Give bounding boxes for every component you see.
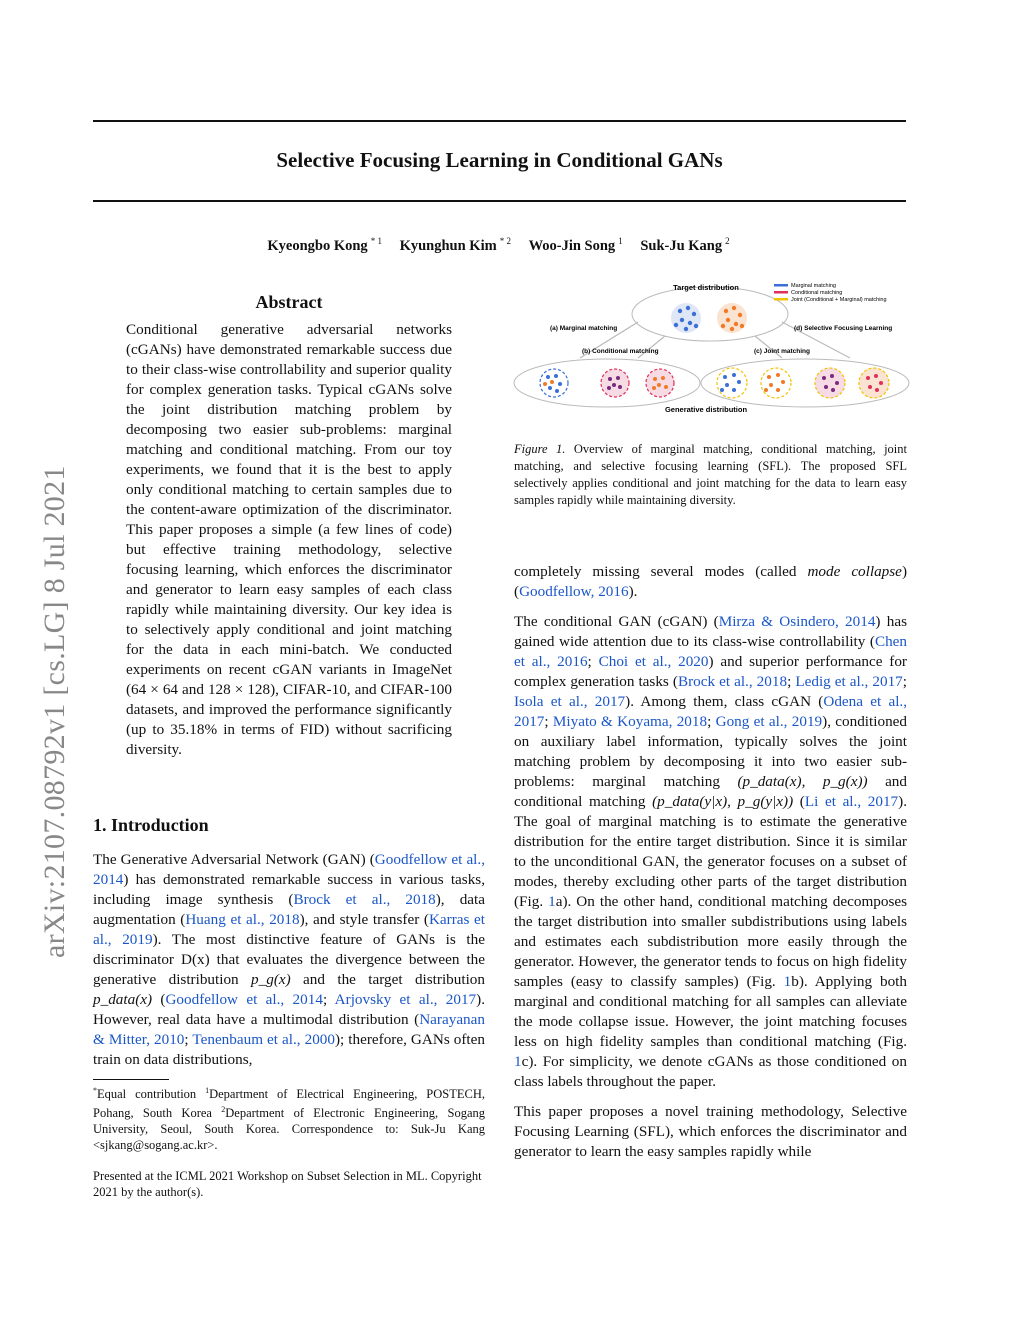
marginal-orange-dots — [543, 380, 554, 386]
target-distribution-ellipse — [632, 287, 788, 341]
figure-reference-link[interactable]: 1 — [514, 1053, 522, 1070]
sfl-ring-2 — [859, 368, 889, 398]
legend-joint: Joint (Conditional + Marginal) matching — [791, 297, 887, 303]
conditional-ring-2 — [646, 369, 674, 397]
citation-link[interactable]: Huang et al., 2018 — [185, 911, 300, 928]
author-2: Kyunghun Kim $^{* 2}$ — [399, 236, 511, 254]
citation-link[interactable]: Goodfellow et al., 2014 — [93, 851, 485, 888]
generative-distribution-label: Generative distribution — [664, 405, 748, 414]
label-d: (d) Selective Focusing Learning — [794, 325, 893, 332]
math-conditional: (p_data(y|x), p_g(y|x)) — [652, 793, 794, 810]
math-pg: p_g(x) — [251, 971, 291, 988]
right-column-text — [514, 562, 907, 1172]
citation-link[interactable]: Narayanan & Mitter, 2010 — [93, 1011, 485, 1048]
citation-link[interactable]: Chen et al., 2016 — [514, 633, 907, 670]
label-b: (b) Conditional matching — [582, 348, 659, 355]
legend-swatch-marginal — [774, 284, 788, 287]
citation-link[interactable]: Miyato & Koyama, 2018 — [552, 713, 708, 730]
citation-link[interactable]: Li et al., 2017 — [804, 793, 899, 810]
paragraph-cgan: The conditional GAN (cGAN) (Mirza & Osindero, 2014) has gained wide attention due to its class-wise controllability (Chen et al., 2016; Choi et al., 2020) and superior performance for complex generation tasks (Brock et al., 2018; Ledig et al., 2017; Isola et al., 2017). Among them, class cGAN (Odena et al., 2017; Miyato & Koyama, 2018; Gong et al., 2019), conditioned on auxiliary label information, typically solves the joint matching problem by decomposing it into two easier sub-problems: marginal matching (p_data(x), p_g(x)) and conditional matching (p_data(y|x), p_g(y|x)) (Li et al., 2017). The goal of marginal matching is to estimate the generative distribution for the entire target distribution. Since it is similar to the unconditional GAN, the generator focuses on a subset of modes, thereby excluding other parts of the target distribution (Fig. 1a). On the other hand, conditional matching decomposes the target distribution into smaller subdistributions using labels and estimates each subdistribution more easily through the generator. However, the generator tends to focus on high fidelity samples (easy to classify samples) (Fig. 1b). Applying both marginal and conditional matching for all samples can alleviate the mode collapse issue. However, the joint matching focuses less on high fidelity samples than conditional matching (Fig. 1c). For simplicity, we denote cGANs as those conditioned on class labels throughout the paper. — [514, 613, 908, 1090]
citation-link[interactable]: Tenenbaum et al., 2000 — [192, 1031, 335, 1048]
footnote-rule — [93, 1079, 169, 1080]
abstract-text: Conditional generative adversarial networks (cGANs) have demonstrated remarkable success due to their class-wise controllability and superior quality for complex generation tasks. Typical cGANs solve the joint distribution matching problem by decomposing two easier sub-problems: marginal matching and conditional matching. From our toy experiments, we found that it is the best to apply only conditional matching to certain samples due to the content-aware optimization of the discriminator. This paper proposes a simple (a few lines of code) but effective training methodology, selective focusing learning, which enforces the discriminator and generator to learn easy samples of each class rapidly while maintaining diversity. Our key idea is to selectively apply conditional and joint matching for the data in each mini-batch. We conducted experiments on recent cGAN variants in ImageNet (64 × 64 and 128 × 128), CIFAR-10, and CIFAR-100 datasets, and improved the performance significantly (up to 35.18% in terms of FID) without sacrificing diversity. — [126, 321, 452, 758]
figure-1-diagram — [510, 278, 910, 418]
citation-link[interactable]: Isola et al., 2017 — [514, 693, 626, 710]
figure-reference-link[interactable]: 1 — [783, 973, 792, 990]
citation-link[interactable]: Brock et al., 2018 — [677, 673, 788, 690]
arxiv-identifier: arXiv:2107.08792v1 [cs.LG] 8 Jul 2021 — [38, 465, 71, 958]
title-top-rule — [93, 120, 906, 122]
author-list — [93, 236, 906, 255]
citation-link[interactable]: Arjovsky et al., 2017 — [334, 991, 477, 1008]
introduction-paragraph: The Generative Adversarial Network (GAN) (Goodfellow et al., 2014) has demonstrated remarkable success in various tasks, including image synthesis (Brock et al., 2018), data augmentation (Huang et al., 2018), and style transfer (Karras et al., 2019). The most distinctive feature of GANs is the discriminator D(x) that evaluates the divergence between the generative distribution p_g(x) and the target distribution p_data(x) (Goodfellow et al., 2014; Arjovsky et al., 2017). However, real data have a multimodal distribution (Narayanan & Mitter, 2010; Tenenbaum et al., 2000); therefore, GANs often train on data distributions, — [93, 851, 486, 1068]
affiliation-footnote: *Equal contribution $^1$Department of Electrical Engineering, POSTECH, Pohang, South Korea $^2$Department of Electronic Engineering, Sogang University, Seoul, South Korea. Correspondence to: Suk-Ju Kang <sjkang@sogang.ac.kr>. — [93, 1086, 485, 1153]
label-a: (a) Marginal matching — [550, 325, 618, 332]
figure-1-caption: Figure 1. Overview of marginal matching, conditional matching, joint matching, and selective focusing learning (SFL). The proposed SFL selectively applies conditional and joint matching for the data to learn easy samples rapidly while maintaining diversity. — [514, 442, 907, 507]
joint-dots-2 — [764, 373, 785, 392]
sfl-ring-1 — [815, 368, 845, 398]
citation-link[interactable]: Karras et al., 2019 — [93, 911, 486, 948]
target-distribution-label: Target distribution — [673, 283, 739, 292]
author-1: Kyeongbo Kong $^{* 1}$ — [267, 236, 382, 254]
author-3: Woo-Jin Song $^1$ — [528, 236, 623, 254]
venue-note: Presented at the ICML 2021 Workshop on Subset Selection in ML. Copyright 2021 by the author(s). — [93, 1169, 482, 1199]
joint-ring-2 — [761, 368, 791, 398]
citation-link[interactable]: Choi et al., 2020 — [598, 653, 709, 670]
math-marginal: (p_data(x), p_g(x)) — [737, 773, 868, 790]
paragraph-sfl: This paper proposes a novel training methodology, Selective Focusing Learning (SFL), which enforces the discriminator and generator to learn the easy samples rapidly while — [514, 1103, 907, 1160]
figure-reference-link[interactable]: 1 — [548, 893, 556, 910]
paragraph-mode-collapse: completely missing several modes (called mode collapse) (Goodfellow, 2016). — [514, 563, 907, 600]
citation-link[interactable]: Mirza & Osindero, 2014 — [718, 613, 876, 630]
author-4: Suk-Ju Kang $^2$ — [640, 236, 730, 254]
figure-legend — [774, 283, 887, 303]
title-bottom-rule — [93, 200, 906, 202]
legend-swatch-conditional — [774, 291, 788, 294]
joint-dots-1 — [720, 373, 741, 392]
citation-link[interactable]: Brock et al., 2018 — [293, 891, 436, 908]
introduction-heading: 1. Introduction — [93, 815, 209, 835]
citation-link[interactable]: Gong et al., 2019 — [715, 713, 823, 730]
marginal-dots — [546, 374, 562, 393]
joint-ring-1 — [717, 368, 747, 398]
legend-marginal: Marginal matching — [791, 283, 836, 289]
legend-conditional: Conditional matching — [791, 290, 843, 296]
citation-link[interactable]: Odena et al., 2017 — [514, 693, 908, 730]
label-c: (c) Joint matching — [754, 348, 810, 355]
legend-swatch-joint — [774, 298, 788, 301]
abstract-heading: Abstract — [255, 292, 323, 312]
citation-link[interactable]: Goodfellow, 2016 — [519, 583, 629, 600]
paper-title: Selective Focusing Learning in Conditional GANs — [276, 148, 723, 172]
citation-link[interactable]: Ledig et al., 2017 — [795, 673, 903, 690]
math-pdata: p_data(x) — [93, 991, 153, 1008]
citation-link[interactable]: Goodfellow et al., 2014 — [165, 991, 323, 1008]
conditional-ring-1 — [601, 369, 629, 397]
